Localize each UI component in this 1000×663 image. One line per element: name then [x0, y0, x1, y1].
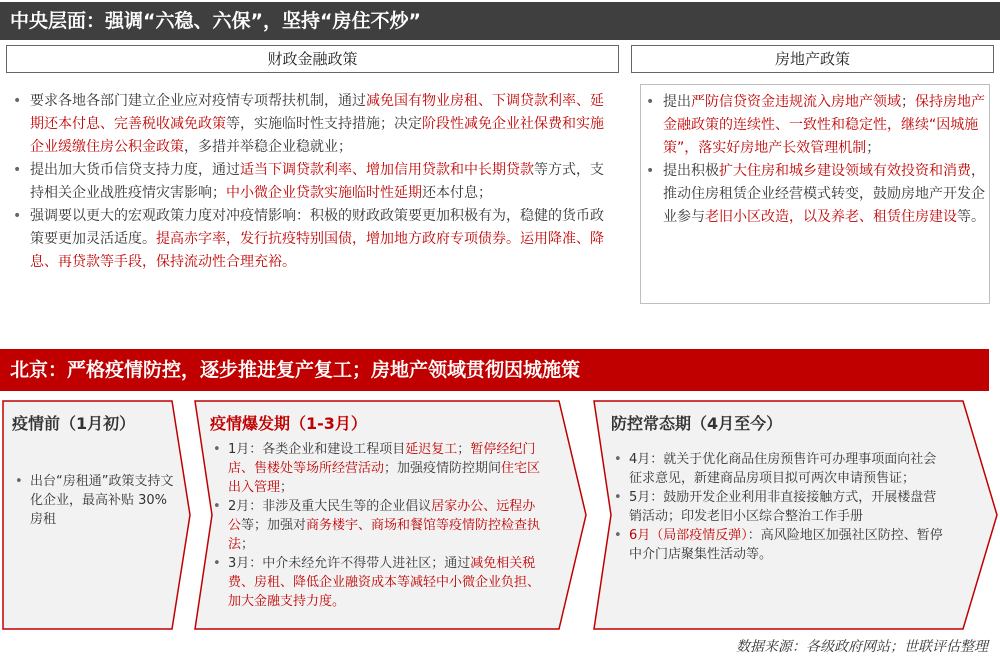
fiscal-list-container: [8, 90, 616, 274]
body-text: 还本付息；: [422, 185, 492, 201]
body-text: ；: [901, 94, 915, 110]
fiscal-bullet-item: [8, 159, 616, 205]
phase-pre: [2, 400, 191, 630]
highlight-text: 减免国有物业房租、下调贷款利率、延期还本付息、完善税收减免政策: [30, 93, 604, 132]
highlight-text: 阶段性减免企业社保费和实施企业缓缴住房公积金政策: [30, 116, 604, 155]
highlight-text: 适当下调贷款利率、增加信用贷款和中长期贷款: [240, 162, 534, 178]
phase-normal-bullet-item: [609, 450, 949, 488]
body-text: 提出: [663, 94, 691, 110]
phase-outbreak-list: [208, 440, 543, 611]
realestate-list: [641, 91, 985, 229]
phase-outbreak-bullet-item: [208, 554, 543, 611]
phase-normal: [593, 400, 999, 630]
highlight-text: 严防信贷资金违规流入房地产领域: [691, 94, 901, 110]
body-text: ：高风险地区加强社区防控、暂停中介门店聚集性活动等。: [629, 528, 943, 562]
body-text: 5月：鼓励开发企业利用非直接接触方式，开展楼盘营销活动；印发老旧小区综合整治工作手册: [629, 490, 937, 524]
body-text: ，推动住房租赁企业经营模式转变，鼓励房地产开发企业参与: [663, 163, 985, 225]
highlight-text: 延迟复工: [405, 442, 458, 457]
body-text: 2月：非涉及重大民生等的企业倡议: [228, 499, 432, 514]
body-text: ；: [457, 442, 471, 457]
phase-outbreak-title: 疫情爆发期（1-3月）: [210, 414, 367, 433]
phase-normal-list: [609, 450, 949, 564]
phase-outbreak-bullet-item: [208, 440, 543, 497]
highlight-text: 暂停经纪门店、售楼处等场所经营活动: [228, 442, 536, 476]
body-text: 提出积极: [663, 163, 719, 179]
body-text: 强调要以更大的宏观政策力度对冲疫情影响：积极的财政政策要更加积极有为，稳健的货币政策要更加灵活适度。: [30, 208, 604, 247]
body-text: 等。: [957, 209, 985, 225]
body-text: 等，实施临时性支持措施；决定: [226, 116, 422, 132]
phase-pre-bullet-item: [10, 472, 175, 529]
highlight-text: 6月（局部疫情反弹）: [629, 528, 748, 543]
phase-outbreak-bullet-item: [208, 497, 543, 554]
body-text: 1月：各类企业和建设工程项目: [228, 442, 406, 457]
fiscal-bullet-item: [8, 90, 616, 159]
body-text: 3月：中介未经允许不得带人进社区；通过: [228, 556, 471, 571]
body-text: 等方式，支持相关企业战胜疫情灾害影响；: [30, 162, 604, 201]
highlight-text: 中小微企业贷款实施临时性延期: [226, 185, 422, 201]
phase-pre-title: 疫情前（1月初）: [12, 414, 136, 433]
phase-normal-title: 防控常态期（4月至今）: [611, 414, 783, 433]
beijing-title: 北京：严格疫情防控，逐步推进复产复工；房地产领域贯彻因城施策: [10, 359, 581, 381]
highlight-text: 居家办公、远程办公: [228, 499, 536, 533]
source-note: 数据来源：各级政府网站；世联评估整理: [736, 639, 988, 655]
phase-outbreak: [194, 400, 587, 630]
body-text: 4月：就关于优化商品住房预售许可办理事项面向社会征求意见，新建商品房项目拟可两次申请预售证；: [629, 452, 937, 486]
fiscal-bullet-item: [8, 205, 616, 274]
body-text: 等；加强对: [241, 518, 307, 533]
fiscal-heading: 财政金融政策: [6, 45, 619, 73]
body-text: 要求各地各部门建立企业应对疫情专项帮扶机制，通过: [30, 93, 366, 109]
fiscal-list: [8, 90, 616, 274]
body-text: ，多措并举稳企业稳就业；: [184, 139, 352, 155]
body-text: 出台“房租通”政策支持文化企业，最高补贴 30%房租: [30, 474, 174, 527]
highlight-text: 住宅区出入管理: [228, 461, 541, 495]
beijing-banner: [0, 349, 989, 391]
highlight-text: 减免相关税费、房租、降低企业融资成本等减轻中小微企业负担、加大金融支持力度。: [228, 556, 541, 609]
phase-normal-bullet-item: [609, 488, 949, 526]
highlight-text: 老旧小区改造，以及养老、租赁住房建设: [705, 209, 957, 225]
realestate-heading: 房地产政策: [631, 45, 994, 73]
central-banner: [0, 2, 1000, 40]
phase-pre-list: [10, 472, 175, 529]
realestate-bullet-item: [641, 91, 985, 160]
highlight-text: 商务楼宇、商场和餐馆等疫情防控检查执法: [228, 518, 541, 552]
body-text: ；: [866, 140, 881, 156]
body-text: ；: [280, 480, 294, 495]
highlight-text: 扩大住房和城乡建设领域有效投资和消费: [719, 163, 971, 179]
highlight-text: 保持房地产金融政策的连续性、一致性和稳定性，继续“因城施策”，落实好房地产长效管理机制: [663, 94, 985, 156]
highlight-text: 提高赤字率，发行抗疫特别国债，增加地方政府专项债券。运用降准、降息、再贷款等手段，保持流动性合理充裕。: [30, 231, 604, 270]
phase-normal-bullet-item: [609, 526, 949, 564]
body-text: ；加强疫情防控期间: [384, 461, 502, 476]
body-text: ；: [241, 537, 255, 552]
body-text: 提出加大货币信贷支持力度，通过: [30, 162, 240, 178]
central-title: 中央层面：强调“六稳、六保”，坚持“房住不炒”: [10, 10, 421, 32]
realestate-bullet-item: [641, 160, 985, 229]
realestate-box: [640, 84, 990, 304]
